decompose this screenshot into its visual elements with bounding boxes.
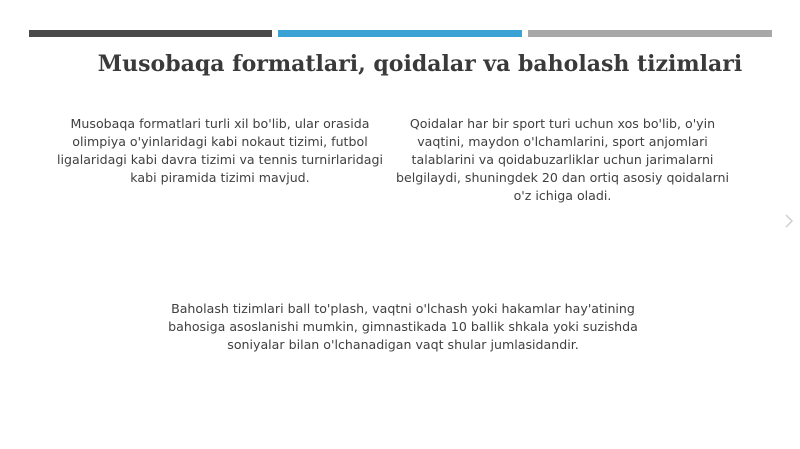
- header-bar-blue: [278, 30, 522, 37]
- header-bar-dark: [29, 30, 272, 37]
- header-bar-gray: [528, 30, 772, 37]
- slide-title: Musobaqa formatlari, qoidalar va baholash tizimlari: [97, 51, 743, 77]
- paragraph-formats: Musobaqa formatlari turli xil bo'lib, ular orasida olimpiya o'yinlaridagi kabi nokaut tizimi, futbol ligalaridagi kabi davra tizimi va tennis turnirlaridagi kabi piramida tizimi mavjud.: [57, 116, 383, 185]
- chevron-right-icon[interactable]: [784, 214, 794, 228]
- paragraph-scoring: Baholash tizimlari ball to'plash, vaqtni o'lchash yoki hakamlar hay'atining bahosiga asoslanishi mumkin, gimnastikada 10 ballik shkala yoki suzishda soniyalar bilan o'lchanadigan vaqt shular jumlasidandir.: [168, 301, 638, 352]
- paragraph-rules: Qoidalar har bir sport turi uchun xos bo'lib, o'yin vaqtini, maydon o'lchamlarini, sport anjomlari talablarini va qoidabuzarliklar uchun jarimalarni belgilaydi, shuningdek 20 dan ortiq asosiy qoidalarni o'z ichiga oladi.: [395, 116, 730, 203]
